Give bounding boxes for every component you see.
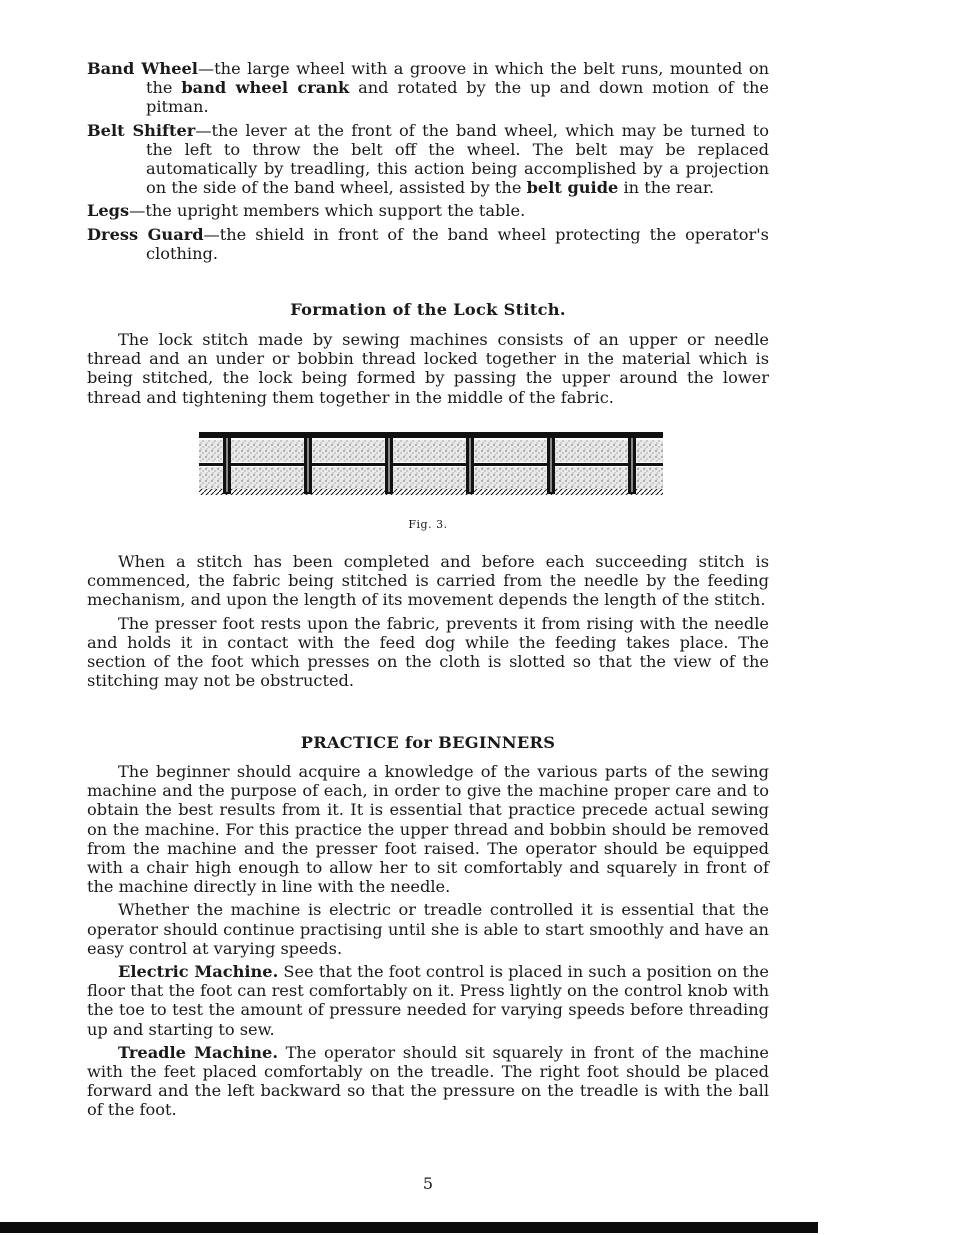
definition-term: Belt Shifter [87, 120, 196, 140]
definition-term: Dress Guard [87, 224, 204, 244]
lock-stitch-figure [199, 432, 663, 496]
fabric-top-layer [199, 440, 663, 462]
lower-thread [199, 489, 663, 495]
page-number: 5 [422, 1174, 434, 1193]
definition-term: Legs [87, 201, 130, 221]
electric-machine-term: Electric Machine. [118, 962, 279, 982]
fabric-divider [199, 463, 663, 466]
figure-caption: Fig. 3. [408, 518, 448, 531]
section-heading-practice: PRACTICE for BEGINNERS [300, 733, 556, 752]
lock-stitch-paragraph: The lock stitch made by sewing machines consists of an upper or needle thread and an under or bobbin thread locked together in the material which is being stitched, the lock being formed by passing the upper around the lower thread and tightening them together in the middle of the fabric. [87, 330, 769, 407]
definitions-list [87, 59, 769, 267]
beginner-paragraph: The beginner should acquire a knowledge of the various parts of the sewing machine and the purpose of each, in order to give the machine proper care and to obtain the best results from it. It is essential that practice precede actual sewing on the machine. For this practice the upper thread and bobbin should be removed from the machine and the presser foot raised. The operator should be equipped with a chair high enough to allow her to sit comfortably and squarely in front of the machine directly in line with the needle. [87, 762, 769, 897]
feeding-paragraph: When a stitch has been completed and before each succeeding stitch is commenced, the fabric being stitched is carried from the needle by the feeding mechanism, and upon the length of its movement depends the length of the stitch. [87, 552, 769, 610]
definition-legs [87, 201, 769, 220]
definition-text: —the shield in front of the band wheel protecting the operator's clothing. [146, 224, 769, 263]
control-paragraph: Whether the machine is electric or treadle controlled it is essential that the operator should continue practising until she is able to start smoothly and have an easy control at varying speeds. [87, 900, 769, 958]
definition-text: and rotated by the up and down motion of the pitman. [146, 78, 770, 117]
definition-belt-shifter [87, 121, 769, 198]
definition-bold-term: band wheel crank [181, 78, 350, 98]
definition-bold-term: belt guide [526, 178, 619, 198]
definition-text: —the lever at the front of the band wheel, which may be turned to the left to throw the belt off the wheel. The belt may be replaced automatically by treadling, this action being accomplished by a projection on the side of the band wheel, assisted by the [146, 120, 769, 198]
definition-text: in the rear. [618, 178, 714, 198]
definition-text: —the large wheel with a groove in which the belt runs, mounted on the [146, 59, 770, 98]
electric-machine-text: See that the foot control is placed in such a position on the floor that the foot can rest comfortably on it. Press lightly on the control knob with the toe to test the amount of pressure needed for varying speeds before threading up and starting to sew. [87, 962, 769, 1039]
electric-machine-paragraph [87, 962, 769, 1039]
definition-text: —the upright members which support the table. [129, 201, 526, 221]
definition-term: Band Wheel [87, 59, 198, 78]
treadle-machine-term: Treadle Machine. [118, 1042, 278, 1062]
section-heading-lock-stitch: Formation of the Lock Stitch. [290, 300, 566, 319]
treadle-machine-paragraph [87, 1043, 769, 1120]
bottom-edge-bar [0, 1222, 818, 1233]
treadle-machine-text: The operator should sit squarely in front of the machine with the feet placed comfortably on the treadle. The right foot should be placed forward and the left backward so that the pressure on the treadle is with the ball of the foot. [87, 1042, 769, 1120]
definition-dress-guard [87, 225, 769, 263]
fabric-bottom-layer [199, 467, 663, 489]
presser-foot-paragraph: The presser foot rests upon the fabric, prevents it from rising with the needle and holds it in contact with the feed dog while the feeding takes place. The section of the foot which presses on the cloth is slotted so that the view of the stitching may not be obstructed. [87, 613, 769, 691]
upper-thread [199, 432, 663, 438]
definition-band-wheel [87, 59, 769, 117]
